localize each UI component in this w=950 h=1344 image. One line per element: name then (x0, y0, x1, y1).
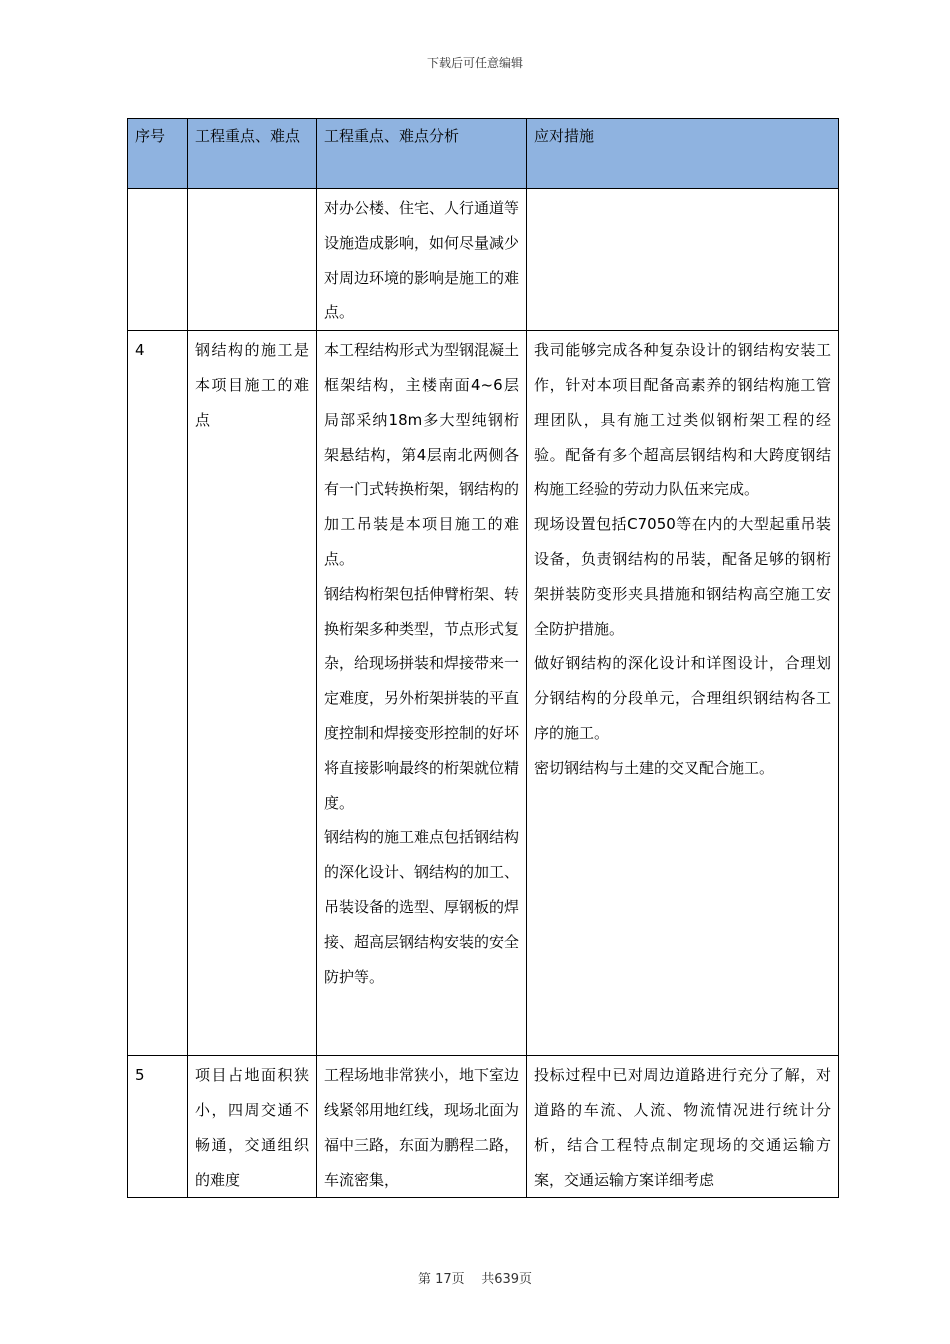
page-number: 第 17页 (417, 1272, 465, 1287)
measures-paragraph: 现场设置包括C7050等在内的大型起重吊装设备，负责钢结构的吊装，配备足够的钢桁架拼装防变形夹具措施和钢结构高空施工安全防护措施。 (534, 515, 831, 638)
table-row (128, 331, 839, 1056)
measures-paragraph: 密切钢结构与土建的交叉配合施工。 (534, 758, 775, 777)
analysis-paragraph: 钢结构桁架包括伸臂桁架、转换桁架多种类型，节点形式复杂，给现场拼装和焊接带来一定难度，另外桁架拼装的平直度控制和焊接变形控制的好坏将直接影响最终的桁架就位精度。 (324, 584, 520, 812)
table-row (128, 1056, 839, 1198)
header-no: 序号 (128, 119, 188, 189)
header-key-point (188, 119, 317, 189)
header-analysis: 工程重点、难点分析 (317, 119, 527, 189)
measures-paragraph: 投标过程中已对周边道路进行充分了解，对道路的车流、人流、物流情况进行统计分析，结合工程特点制定现场的交通运输方案，交通运输方案详细考虑 (534, 1066, 831, 1189)
row-measures (527, 189, 839, 331)
total-pages: 共639页 (481, 1272, 533, 1287)
key-points-table (127, 118, 839, 1198)
page-header-note: 下载后可任意编辑 (426, 56, 523, 70)
row-analysis (317, 189, 527, 331)
measures-paragraph: 我司能够完成各种复杂设计的钢结构安装工作，针对本项目配备高素养的钢结构施工管理团队，具有施工过类似钢桁架工程的经验。配备有多个超高层钢结构和大跨度钢结构施工经验的劳动力队伍来完成。 (534, 341, 831, 499)
measures-paragraph: 做好钢结构的深化设计和详图设计，合理划分钢结构的分段单元，合理组织钢结构各工序的施工。 (534, 654, 831, 742)
row-analysis (317, 331, 527, 1056)
analysis-paragraph: 工程场地非常狭小，地下室边线紧邻用地红线，现场北面为福中三路，东面为鹏程二路，车流密集， (324, 1066, 520, 1189)
row-no: 4 (128, 331, 188, 1056)
row-analysis (317, 1056, 527, 1198)
key-point-text: 项目占地面积狭小，四周交通不畅通，交通组织的难度 (195, 1066, 309, 1189)
analysis-paragraph: 钢结构的施工难点包括钢结构的深化设计、钢结构的加工、吊装设备的选型、厚钢板的焊接、超高层钢结构安装的安全防护等。 (324, 828, 520, 986)
analysis-paragraph: 对办公楼、住宅、人行通道等设施造成影响，如何尽量减少对周边环境的影响是施工的难点。 (324, 199, 520, 322)
page-footer (0, 1268, 950, 1287)
row-key-point (188, 331, 317, 1056)
row-measures (527, 1056, 839, 1198)
row-measures (527, 331, 839, 1056)
table-header-row (128, 119, 839, 189)
table-row (128, 189, 839, 331)
key-point-text: 钢结构的施工是本项目施工的难点 (195, 341, 309, 429)
analysis-paragraph: 本工程结构形式为型钢混凝土框架结构，主楼南面4~6层局部采纳18m多大型纯钢桁架悬结构，第4层南北两侧各有一门式转换桁架，钢结构的加工吊装是本项目施工的难点。 (324, 341, 520, 568)
row-key-point (188, 189, 317, 331)
row-no: 5 (128, 1056, 188, 1198)
row-no (128, 189, 188, 331)
header-key-point-text: 工程重点、难点 (195, 127, 301, 145)
header-measures: 应对措施 (527, 119, 839, 189)
row-key-point (188, 1056, 317, 1198)
